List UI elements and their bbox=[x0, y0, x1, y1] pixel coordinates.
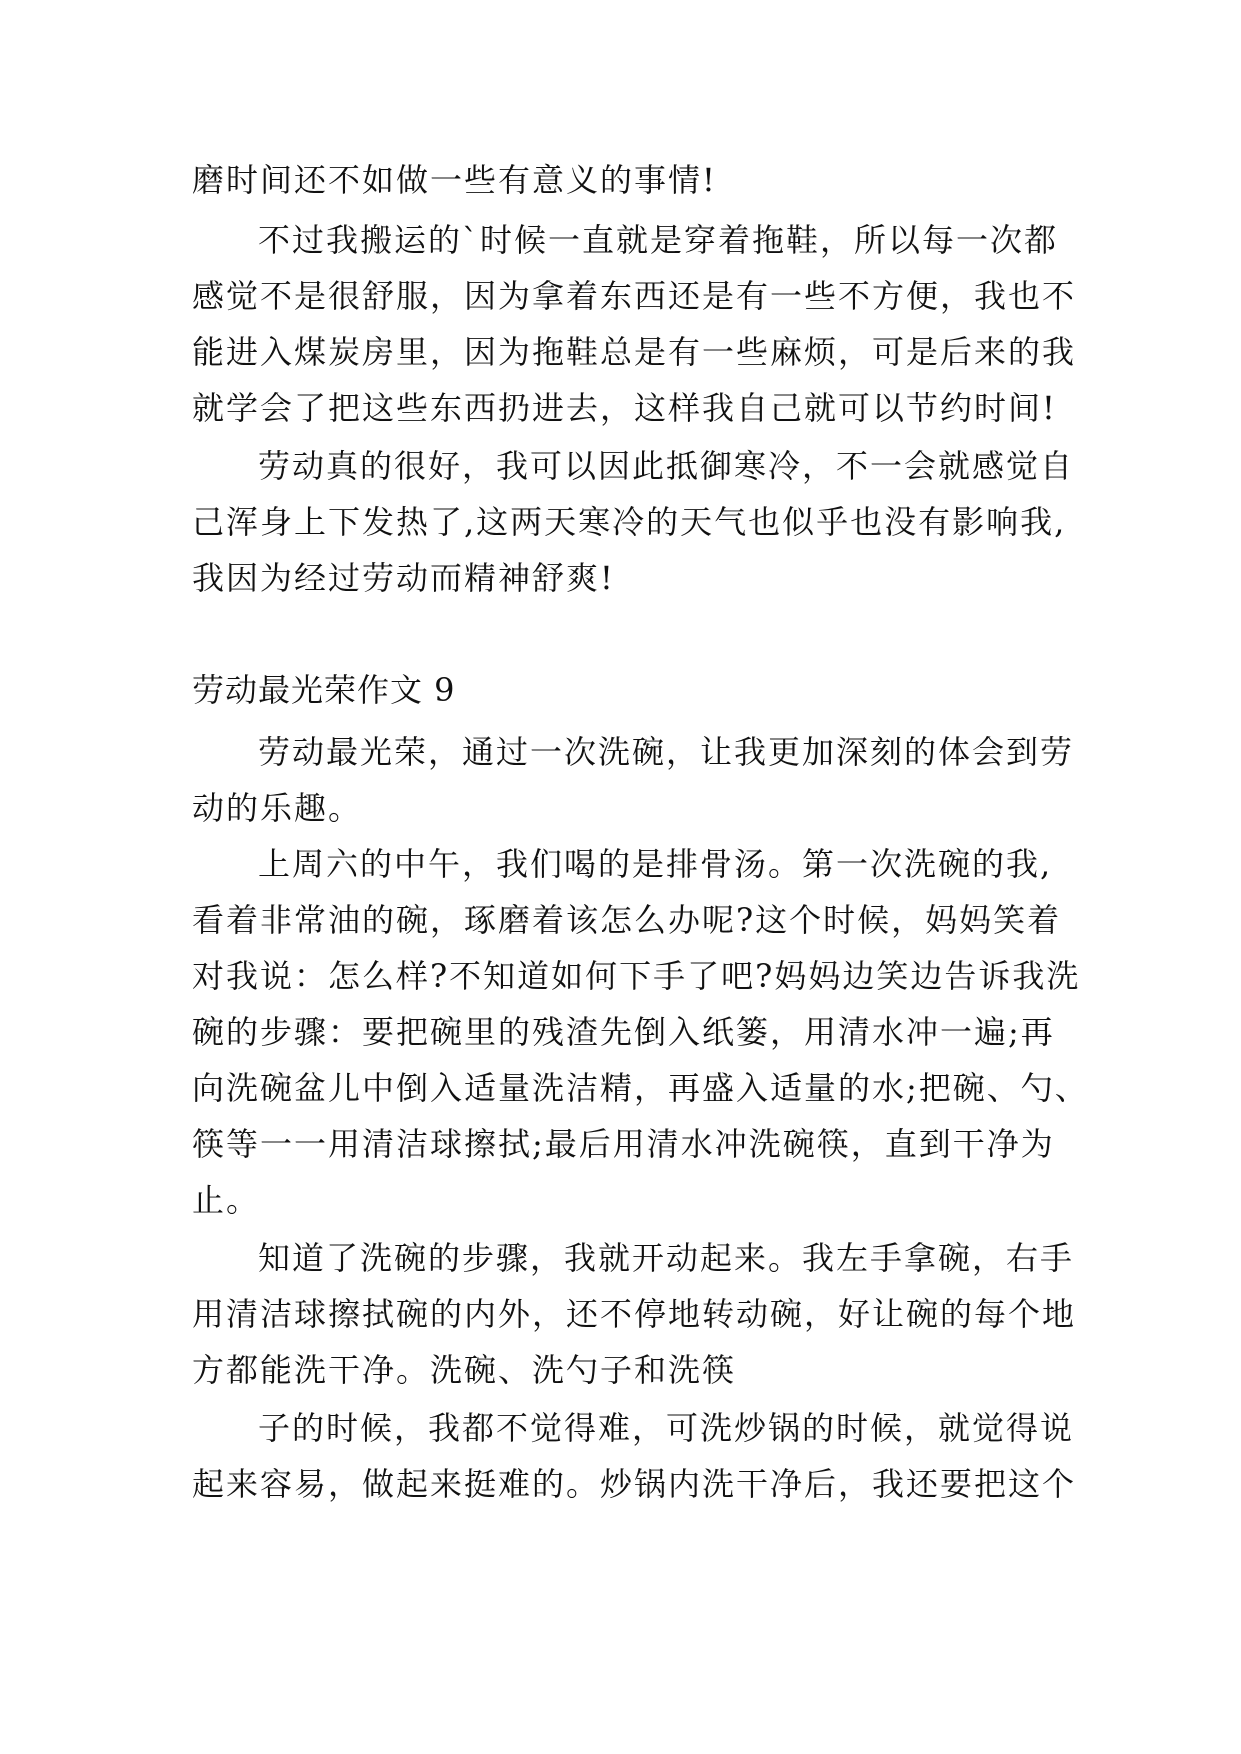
paragraph-line: 感觉不是很舒服，因为拿着东西还是有一些不方便，我也不 bbox=[192, 277, 1077, 315]
paragraph-line: 我因为经过劳动而精神舒爽! bbox=[192, 559, 615, 597]
paragraph-line: 上周六的中午，我们喝的是排骨汤。第一次洗碗的我, bbox=[258, 845, 1053, 883]
paragraph-line: 己浑身上下发热了,这两天寒冷的天气也似乎也没有影响我, bbox=[192, 503, 1067, 541]
paragraph-line: 劳动最光荣，通过一次洗碗，让我更加深刻的体会到劳 bbox=[258, 733, 1075, 771]
paragraph-line: 起来容易，做起来挺难的。炒锅内洗干净后，我还要把这个 bbox=[192, 1465, 1077, 1503]
paragraph-line: 止。 bbox=[192, 1181, 261, 1219]
paragraph-line: 对我说：怎么样?不知道如何下手了吧?妈妈边笑边告诉我洗 bbox=[192, 957, 1081, 995]
paragraph-line: 劳动真的很好，我可以因此抵御寒冷，不一会就感觉自 bbox=[258, 447, 1075, 485]
paragraph-line: 向洗碗盆儿中倒入适量洗洁精，再盛入适量的水;把碗、勺、 bbox=[192, 1069, 1089, 1107]
paragraph-line: 筷等一一用清洁球擦拭;最后用清水冲洗碗筷，直到干净为 bbox=[192, 1125, 1055, 1163]
paragraph-line: 碗的步骤：要把碗里的残渣先倒入纸篓，用清水冲一遍;再 bbox=[192, 1013, 1055, 1051]
paragraph-line: 用清洁球擦拭碗的内外，还不停地转动碗，好让碗的每个地 bbox=[192, 1295, 1077, 1333]
paragraph-line: 动的乐趣。 bbox=[192, 789, 363, 827]
paragraph-line: 看着非常油的碗，琢磨着该怎么办呢?这个时候，妈妈笑着 bbox=[192, 901, 1062, 939]
paragraph-line: 子的时候，我都不觉得难，可洗炒锅的时候，就觉得说 bbox=[258, 1409, 1075, 1447]
essay-title: 劳动最光荣作文 9 bbox=[192, 671, 456, 709]
paragraph-line: 不过我搬运的`时候一直就是穿着拖鞋，所以每一次都 bbox=[258, 221, 1059, 259]
paragraph-continuation-line: 磨时间还不如做一些有意义的事情! bbox=[192, 161, 717, 199]
paragraph-line: 方都能洗干净。洗碗、洗勺子和洗筷 bbox=[192, 1351, 737, 1389]
paragraph-line: 知道了洗碗的步骤，我就开动起来。我左手拿碗，右手 bbox=[258, 1239, 1075, 1277]
paragraph-line: 能进入煤炭房里，因为拖鞋总是有一些麻烦，可是后来的我 bbox=[192, 333, 1077, 371]
paragraph-line: 就学会了把这些东西扔进去，这样我自己就可以节约时间! bbox=[192, 389, 1057, 427]
